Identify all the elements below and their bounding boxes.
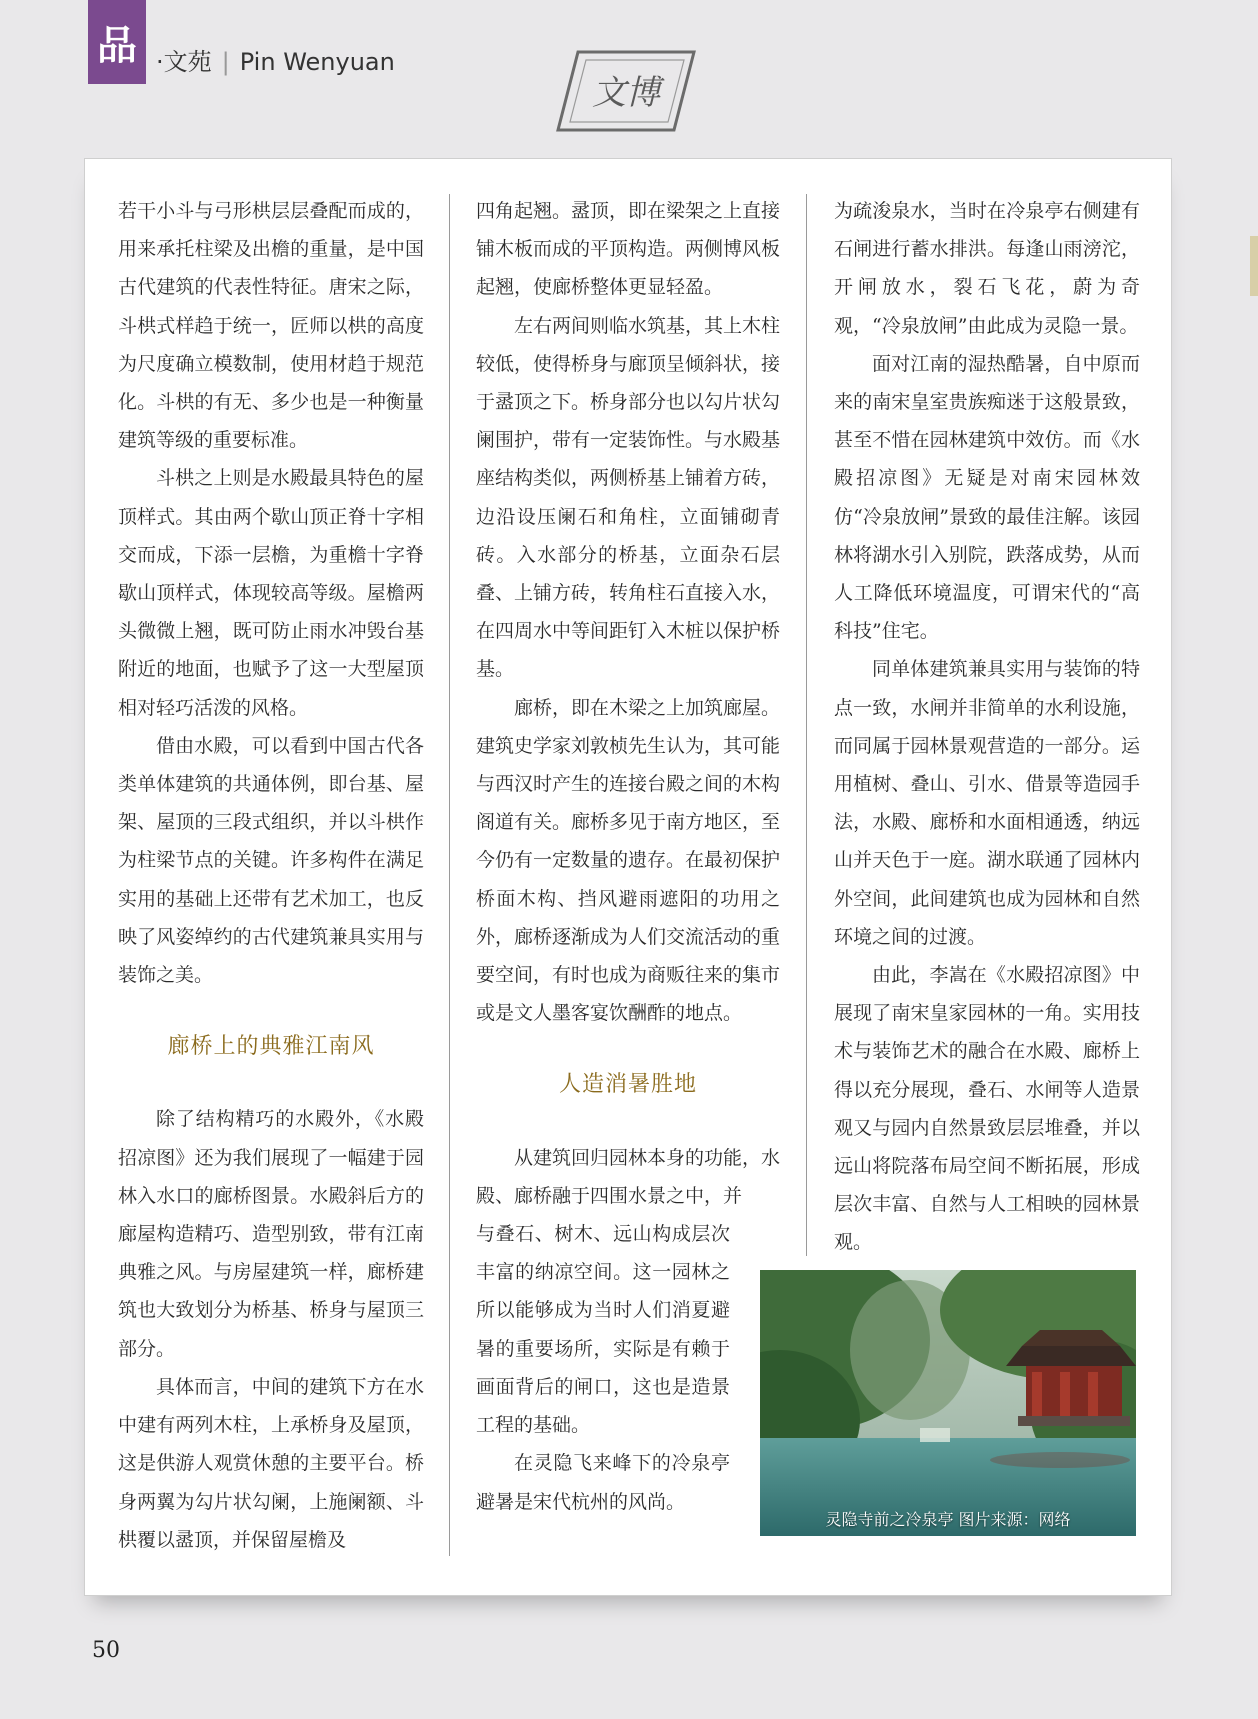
wenbo-logo xyxy=(556,46,696,136)
paragraph: 由此，李嵩在《水殿招凉图》中展现了南宋皇家园林的一角。实用技术与装饰艺术的融合在水殿、廊桥上得以充分展现，叠石、水闸等人造景观又与园内自然景致层层堆叠，并以远山将院落布局空间不断拓展，形成层次丰富、自然与人工相映的园林景观。 xyxy=(834,964,1140,1254)
paragraph: 借由水殿，可以看到中国古代各类单体建筑的共通体例，即台基、屋架、屋顶的三段式组织，并以斗栱作为柱梁节点的关键。许多构件在满足实用的基础上还带有艺术加工，也反映了风姿绰约的古代建筑兼具实用与装饰之美。 xyxy=(118,734,424,987)
section-header xyxy=(156,42,395,77)
section-badge: 品 xyxy=(88,0,146,84)
section-name: ·文苑 xyxy=(156,48,212,76)
photo-lengquan-pavilion xyxy=(760,1270,1136,1536)
paragraph: 在灵隐飞来峰下的冷泉亭避暑是宋代杭州的风尚。 xyxy=(476,1452,730,1513)
paragraph: 面对江南的湿热酷暑，自中原而来的南宋皇室贵族痴迷于这般景致，甚至不惜在园林建筑中效仿。而《水殿招凉图》无疑是对南宋园林效仿“冷泉放闸”景致的最佳注解。该园林将湖水引入别院，跌落成势，从而人工降低环境温度，可谓宋代的“高科技”住宅。 xyxy=(834,352,1140,643)
article-column-1 xyxy=(118,192,424,1559)
page-edge-strip xyxy=(1250,236,1258,296)
paragraph: 除了结构精巧的水殿外，《水殿招凉图》还为我们展现了一幅建于园林入水口的廊桥图景。水殿斜后方的廊屋构造精巧、造型别致，带有江南典雅之风。与房屋建筑一样，廊桥建筑也大致划分为桥基、桥身与屋顶三部分。 xyxy=(118,1108,424,1360)
logo-text: 文博 xyxy=(592,73,660,113)
paragraph: 若干小斗与弓形栱层层叠配而成的，用来承托柱梁及出檐的重量，是中国古代建筑的代表性特征。唐宋之际，斗栱式样趋于统一，匠师以栱的高度为尺度确立模数制，使用材趋于规范化。斗栱的有无、多少也是一种衡量建筑等级的重要标准。 xyxy=(118,200,424,452)
column-divider xyxy=(806,194,807,1256)
paragraph: 与叠石、树木、远山构成层次丰富的纳凉空间。这一园林之所以能够成为当时人们消夏避暑的重要场所，实际是有赖于画面背后的闸口，这也是造景工程的基础。 xyxy=(476,1223,730,1437)
article-column-3 xyxy=(834,192,1140,1262)
paragraph: 从建筑回归园林本身的功能，水殿、廊桥融于四围水景之中，并 xyxy=(476,1146,781,1207)
paragraph: 斗栱之上则是水殿最具特色的屋顶样式。其由两个歇山顶正脊十字相交而成，下添一层檐，为重檐十字脊歇山顶样式，体现较高等级。屋檐两头微微上翘，既可防止雨水冲毁台基附近的地面，也赋予了这一大型屋顶相对轻巧活泼的风格。 xyxy=(118,467,424,719)
section-heading: 廊桥上的典雅江南风 xyxy=(167,1034,375,1060)
paragraph: 同单体建筑兼具实用与装饰的特点一致，水闸并非简单的水利设施，而同属于园林景观营造的一部分。运用植树、叠山、引水、借景等造园手法，水殿、廊桥和水面相通透，纳远山并天色于一庭。湖水联通了园林内外空间，此间建筑也成为园林和自然环境之间的过渡。 xyxy=(834,658,1140,948)
section-heading: 人造消暑胜地 xyxy=(558,1072,697,1098)
column-divider xyxy=(449,194,450,1556)
article-column-2 xyxy=(476,192,780,1521)
paragraph: 具体而言，中间的建筑下方在水中建有两列木柱，上承桥身及屋顶，这是供游人观赏休憩的主要平台。桥身两翼为勾片状勾阑，上施阑额、斗栱覆以盝顶，并保留屋檐及 xyxy=(118,1375,424,1551)
section-pinyin: Pin Wenyuan xyxy=(239,48,395,76)
paragraph: 廊桥，即在木梁之上加筑廊屋。建筑史学家刘敦桢先生认为，其可能与西汉时产生的连接台殿之间的木构阁道有关。廊桥多见于南方地区，至今仍有一定数量的遗存。在最初保护桥面木构、挡风避雨遮阳的功用之外，廊桥逐渐成为人们交流活动的重要空间，有时也成为商贩往来的集市或是文人墨客宴饮酬酢的地点。 xyxy=(476,696,781,1025)
header-divider: | xyxy=(221,48,230,76)
page-number: 50 xyxy=(92,1638,120,1663)
paragraph: 为疏浚泉水，当时在冷泉亭右侧建有石闸进行蓄水排洪。每逢山雨滂沱，开闸放水，裂石飞花，蔚为奇观，“冷泉放闸”由此成为灵隐一景。 xyxy=(834,200,1140,337)
paragraph: 左右两间则临水筑基，其上木柱较低，使得桥身与廊顶呈倾斜状，接于盝顶之下。桥身部分也以勾片状勾阑围护，带有一定装饰性。与水殿基座结构类似，两侧桥基上铺着方砖，边沿设压阑石和角柱，立面铺砌青砖。入水部分的桥基，立面杂石层叠、上铺方砖，转角柱石直接入水，在四周水中等间距钉入木桩以保护桥基。 xyxy=(476,314,781,681)
photo-caption: 灵隐寺前之冷泉亭 图片来源：网络 xyxy=(825,1510,1071,1529)
paragraph: 四角起翘。盝顶，即在梁架之上直接铺木板而成的平顶构造。两侧博风板起翘，使廊桥整体更显轻盈。 xyxy=(476,200,781,299)
